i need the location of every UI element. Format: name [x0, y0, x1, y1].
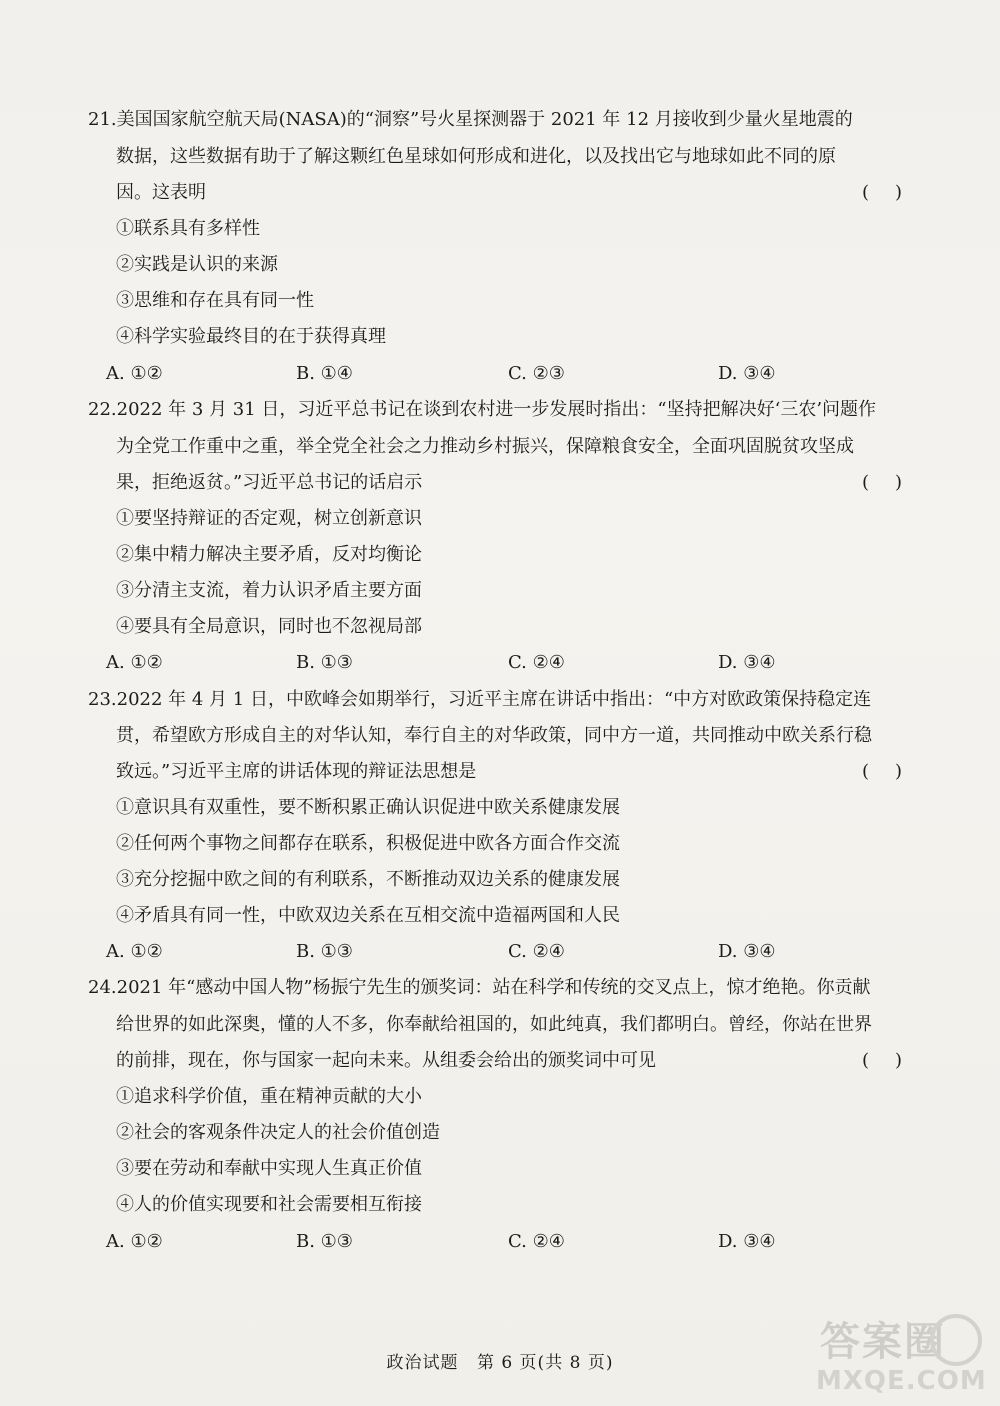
answer-choices: [106, 651, 926, 675]
choice-a: A. ①②: [106, 941, 163, 962]
answer-choices: [106, 940, 926, 964]
choice-d: D. ③④: [718, 363, 776, 384]
question-stem-line: 的前排，现在，你与国家一起向未来。从组委会给出的颁奖词中可见 (): [116, 1050, 928, 1071]
choice-b: B. ①③: [296, 1231, 353, 1252]
option-item: ②实践是认识的来源: [116, 254, 278, 275]
question-stem-line: 22.2022 年 3 月 31 日，习近平总书记在谈到农村进一步发展时指出：“坚持把解决好‘三农’问题作: [88, 399, 877, 420]
question-stem-line: 24.2021 年“感动中国人物”杨振宁先生的颁奖词：站在科学和传统的交叉点上，惊才绝艳。你贡献: [88, 977, 871, 998]
question-stem-line: 为全党工作重中之重，举全党全社会之力推动乡村振兴，保障粮食安全，全面巩固脱贫攻坚成: [116, 436, 854, 457]
option-item: ①联系具有多样性: [116, 218, 260, 239]
footer-subject: 政治试题: [386, 1353, 459, 1373]
option-item: ③分清主支流，着力认识矛盾主要方面: [116, 580, 422, 601]
watermark-logo-text: 答案圈: [820, 1319, 946, 1365]
answer-choices: [106, 1230, 926, 1254]
answer-choices: [106, 362, 926, 386]
question-22: [88, 398, 928, 678]
choice-b: B. ①③: [296, 941, 353, 962]
question-stem-line: 致远。”习近平主席的讲话体现的辩证法思想是 (): [116, 761, 928, 782]
option-item: ④矛盾具有同一性，中欧双边关系在互相交流中造福两国和人民: [116, 905, 620, 926]
option-item: ③思维和存在具有同一性: [116, 290, 314, 311]
watermark-url: MXQE.COM: [816, 1366, 987, 1396]
choice-b: B. ①④: [296, 363, 353, 384]
option-item: ④要具有全局意识，同时也不忽视局部: [116, 616, 422, 637]
site-watermark: [812, 1310, 992, 1402]
footer-page-number: 第 6 页(共 8 页): [476, 1353, 614, 1373]
answer-bracket: (): [861, 472, 928, 493]
answer-bracket: (): [861, 1050, 928, 1071]
choice-a: A. ①②: [106, 363, 163, 384]
option-item: ①追求科学价值，重在精神贡献的大小: [116, 1086, 422, 1107]
question-stem-line: 贯，希望欧方形成自主的对华认知，奉行自主的对华政策，同中方一道，共同推动中欧关系行稳: [116, 725, 872, 746]
option-item: ④科学实验最终目的在于获得真理: [116, 326, 386, 347]
watermark-circle-icon: [930, 1314, 982, 1366]
choice-d: D. ③④: [718, 1231, 776, 1252]
question-23: [88, 688, 928, 968]
option-item: ①要坚持辩证的否定观，树立创新意识: [116, 508, 422, 529]
question-stem-line: 数据，这些数据有助于了解这颗红色星球如何形成和进化，以及找出它与地球如此不同的原: [116, 146, 836, 167]
question-stem-line: 果，拒绝返贫。”习近平总书记的话启示 (): [116, 472, 928, 493]
choice-c: C. ②④: [508, 1231, 565, 1252]
choice-d: D. ③④: [718, 941, 776, 962]
question-21: [88, 108, 928, 388]
answer-bracket: (): [861, 761, 928, 782]
choice-d: D. ③④: [718, 652, 776, 673]
question-stem-line: 23.2022 年 4 月 1 日，中欧峰会如期举行，习近平主席在讲话中指出：“中方对欧政策保持稳定连: [88, 689, 872, 710]
option-item: ①意识具有双重性，要不断积累正确认识促进中欧关系健康发展: [116, 797, 620, 818]
choice-a: A. ①②: [106, 1231, 163, 1252]
choice-c: C. ②③: [508, 363, 565, 384]
question-stem-line: 给世界的如此深奥，懂的人不多，你奉献给祖国的，如此纯真，我们都明白。曾经，你站在世界: [116, 1014, 872, 1035]
option-item: ②集中精力解决主要矛盾，反对均衡论: [116, 544, 422, 565]
choice-c: C. ②④: [508, 652, 565, 673]
option-item: ②社会的客观条件决定人的社会价值创造: [116, 1122, 440, 1143]
question-stem-line: 21.美国国家航空航天局(NASA)的“洞察”号火星探测器于 2021 年 12 月接收到少量火星地震的: [88, 109, 853, 130]
answer-bracket: (): [861, 182, 928, 203]
option-item: ④人的价值实现要和社会需要相互衔接: [116, 1194, 422, 1215]
question-24: [88, 976, 928, 1256]
option-item: ③要在劳动和奉献中实现人生真正价值: [116, 1158, 422, 1179]
choice-b: B. ①③: [296, 652, 353, 673]
choice-c: C. ②④: [508, 941, 565, 962]
question-stem-line: 因。这表明 (): [116, 182, 928, 203]
choice-a: A. ①②: [106, 652, 163, 673]
option-item: ③充分挖掘中欧之间的有利联系，不断推动双边关系的健康发展: [116, 869, 620, 890]
option-item: ②任何两个事物之间都存在联系，积极促进中欧各方面合作交流: [116, 833, 620, 854]
